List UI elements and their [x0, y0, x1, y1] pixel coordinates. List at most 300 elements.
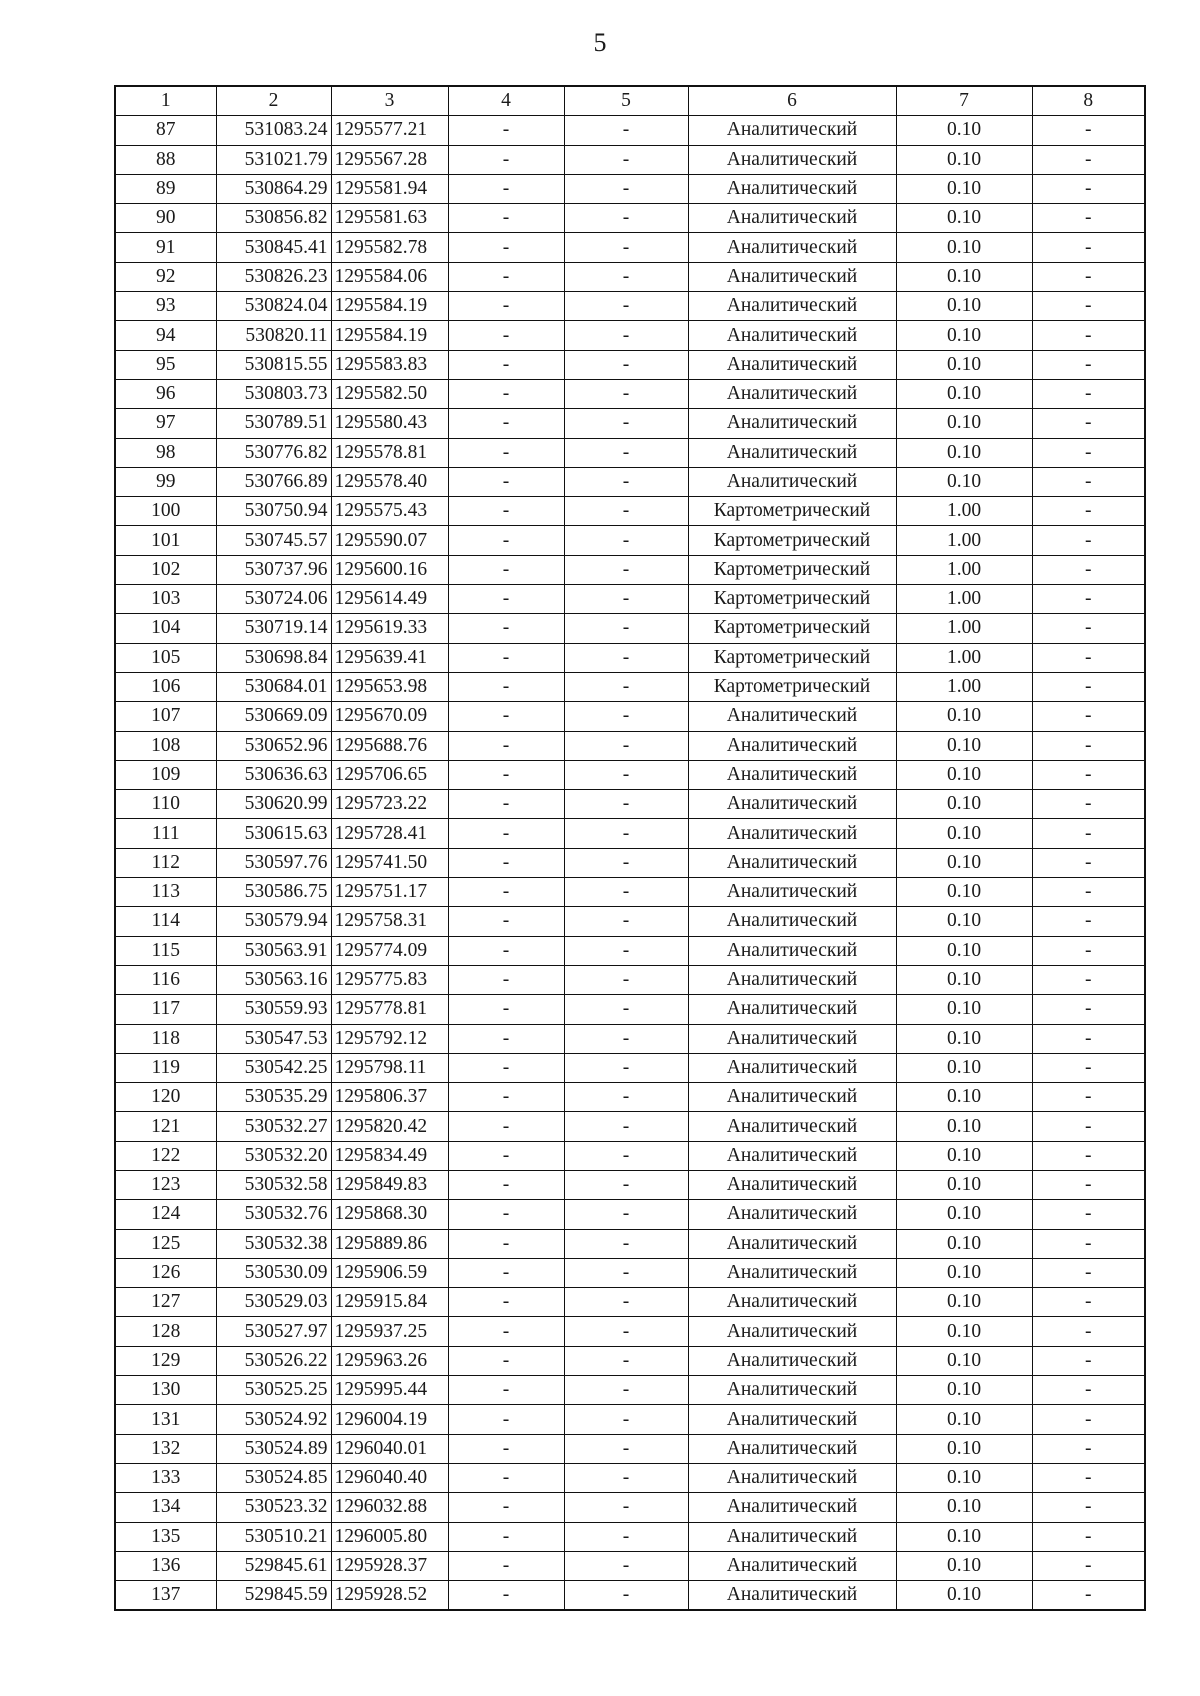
table-row: [115, 643, 1145, 672]
col5-cell: -: [564, 379, 688, 408]
precision-cell: 0.10: [896, 1551, 1032, 1580]
col8-cell: -: [1032, 292, 1145, 321]
column-header-4: 4: [448, 86, 564, 116]
method-cell: Аналитический: [688, 731, 896, 760]
y-coordinate-cell: 1295868.30: [331, 1200, 448, 1229]
precision-cell: 0.10: [896, 116, 1032, 145]
y-coordinate-cell: 1295928.52: [331, 1581, 448, 1611]
point-number-cell: 111: [115, 819, 216, 848]
table-row: [115, 204, 1145, 233]
y-coordinate-cell: 1295583.83: [331, 350, 448, 379]
col8-cell: -: [1032, 555, 1145, 584]
point-number-cell: 126: [115, 1258, 216, 1287]
method-cell: Аналитический: [688, 145, 896, 174]
coordinates-table: [114, 85, 1146, 1611]
x-coordinate-cell: 530532.38: [216, 1229, 331, 1258]
method-cell: Аналитический: [688, 1581, 896, 1611]
col4-cell: -: [448, 233, 564, 262]
method-cell: Аналитический: [688, 1112, 896, 1141]
method-cell: Аналитический: [688, 1053, 896, 1082]
col5-cell: -: [564, 555, 688, 584]
point-number-cell: 118: [115, 1024, 216, 1053]
x-coordinate-cell: 530684.01: [216, 672, 331, 701]
col5-cell: -: [564, 585, 688, 614]
col8-cell: -: [1032, 262, 1145, 291]
x-coordinate-cell: 530789.51: [216, 409, 331, 438]
col5-cell: -: [564, 1434, 688, 1463]
precision-cell: 0.10: [896, 907, 1032, 936]
precision-cell: 0.10: [896, 1229, 1032, 1258]
y-coordinate-cell: 1295798.11: [331, 1053, 448, 1082]
col5-cell: -: [564, 1581, 688, 1611]
col4-cell: -: [448, 1405, 564, 1434]
precision-cell: 0.10: [896, 467, 1032, 496]
x-coordinate-cell: 530620.99: [216, 790, 331, 819]
x-coordinate-cell: 530824.04: [216, 292, 331, 321]
y-coordinate-cell: 1295778.81: [331, 995, 448, 1024]
col5-cell: -: [564, 350, 688, 379]
point-number-cell: 119: [115, 1053, 216, 1082]
x-coordinate-cell: 530532.76: [216, 1200, 331, 1229]
precision-cell: 0.10: [896, 1522, 1032, 1551]
x-coordinate-cell: 530526.22: [216, 1346, 331, 1375]
col4-cell: -: [448, 1141, 564, 1170]
col8-cell: -: [1032, 1581, 1145, 1611]
method-cell: Картометрический: [688, 585, 896, 614]
precision-cell: 0.10: [896, 379, 1032, 408]
x-coordinate-cell: 530776.82: [216, 438, 331, 467]
method-cell: Аналитический: [688, 1346, 896, 1375]
col5-cell: -: [564, 790, 688, 819]
point-number-cell: 125: [115, 1229, 216, 1258]
col8-cell: -: [1032, 585, 1145, 614]
precision-cell: 1.00: [896, 672, 1032, 701]
method-cell: Аналитический: [688, 467, 896, 496]
point-number-cell: 94: [115, 321, 216, 350]
table-row: [115, 1405, 1145, 1434]
x-coordinate-cell: 530636.63: [216, 760, 331, 789]
col5-cell: -: [564, 1405, 688, 1434]
precision-cell: 0.10: [896, 731, 1032, 760]
x-coordinate-cell: 530532.20: [216, 1141, 331, 1170]
precision-cell: 0.10: [896, 1141, 1032, 1170]
table-row: [115, 848, 1145, 877]
col4-cell: -: [448, 702, 564, 731]
y-coordinate-cell: 1295614.49: [331, 585, 448, 614]
point-number-cell: 109: [115, 760, 216, 789]
method-cell: Аналитический: [688, 1288, 896, 1317]
y-coordinate-cell: 1295915.84: [331, 1288, 448, 1317]
col8-cell: -: [1032, 819, 1145, 848]
col4-cell: -: [448, 965, 564, 994]
col4-cell: -: [448, 262, 564, 291]
x-coordinate-cell: 530524.92: [216, 1405, 331, 1434]
precision-cell: 0.10: [896, 1493, 1032, 1522]
method-cell: Аналитический: [688, 936, 896, 965]
table-row: [115, 731, 1145, 760]
col5-cell: -: [564, 409, 688, 438]
table-body: [115, 116, 1145, 1611]
point-number-cell: 127: [115, 1288, 216, 1317]
method-cell: Аналитический: [688, 438, 896, 467]
col4-cell: -: [448, 848, 564, 877]
col4-cell: -: [448, 819, 564, 848]
col8-cell: -: [1032, 1200, 1145, 1229]
col5-cell: -: [564, 438, 688, 467]
x-coordinate-cell: 530856.82: [216, 204, 331, 233]
method-cell: Аналитический: [688, 1083, 896, 1112]
point-number-cell: 96: [115, 379, 216, 408]
method-cell: Аналитический: [688, 1463, 896, 1492]
col8-cell: -: [1032, 702, 1145, 731]
table-row: [115, 936, 1145, 965]
y-coordinate-cell: 1295906.59: [331, 1258, 448, 1287]
col4-cell: -: [448, 1522, 564, 1551]
col5-cell: -: [564, 848, 688, 877]
method-cell: Аналитический: [688, 790, 896, 819]
point-number-cell: 132: [115, 1434, 216, 1463]
x-coordinate-cell: 530864.29: [216, 174, 331, 203]
col5-cell: -: [564, 760, 688, 789]
col5-cell: -: [564, 262, 688, 291]
col4-cell: -: [448, 292, 564, 321]
col4-cell: -: [448, 145, 564, 174]
method-cell: Аналитический: [688, 1024, 896, 1053]
table-header-row: [115, 86, 1145, 116]
point-number-cell: 97: [115, 409, 216, 438]
method-cell: Аналитический: [688, 292, 896, 321]
x-coordinate-cell: 530669.09: [216, 702, 331, 731]
point-number-cell: 115: [115, 936, 216, 965]
method-cell: Картометрический: [688, 672, 896, 701]
col4-cell: -: [448, 409, 564, 438]
precision-cell: 0.10: [896, 936, 1032, 965]
column-header-2: 2: [216, 86, 331, 116]
x-coordinate-cell: 530523.32: [216, 1493, 331, 1522]
table-row: [115, 350, 1145, 379]
table-row: [115, 1170, 1145, 1199]
y-coordinate-cell: 1295820.42: [331, 1112, 448, 1141]
x-coordinate-cell: 529845.59: [216, 1581, 331, 1611]
y-coordinate-cell: 1295741.50: [331, 848, 448, 877]
y-coordinate-cell: 1295580.43: [331, 409, 448, 438]
col8-cell: -: [1032, 643, 1145, 672]
col4-cell: -: [448, 526, 564, 555]
method-cell: Аналитический: [688, 760, 896, 789]
col5-cell: -: [564, 731, 688, 760]
col8-cell: -: [1032, 350, 1145, 379]
col4-cell: -: [448, 555, 564, 584]
method-cell: Аналитический: [688, 1551, 896, 1580]
y-coordinate-cell: 1295577.21: [331, 116, 448, 145]
col4-cell: -: [448, 643, 564, 672]
method-cell: Аналитический: [688, 204, 896, 233]
x-coordinate-cell: 530750.94: [216, 497, 331, 526]
precision-cell: 1.00: [896, 585, 1032, 614]
col8-cell: -: [1032, 1141, 1145, 1170]
y-coordinate-cell: 1295600.16: [331, 555, 448, 584]
col4-cell: -: [448, 1024, 564, 1053]
table-row: [115, 672, 1145, 701]
precision-cell: 0.10: [896, 204, 1032, 233]
point-number-cell: 101: [115, 526, 216, 555]
method-cell: Аналитический: [688, 702, 896, 731]
col4-cell: -: [448, 204, 564, 233]
precision-cell: 0.10: [896, 702, 1032, 731]
table-row: [115, 1346, 1145, 1375]
precision-cell: 1.00: [896, 614, 1032, 643]
x-coordinate-cell: 531021.79: [216, 145, 331, 174]
precision-cell: 0.10: [896, 1434, 1032, 1463]
point-number-cell: 104: [115, 614, 216, 643]
precision-cell: 0.10: [896, 1258, 1032, 1287]
column-header-3: 3: [331, 86, 448, 116]
x-coordinate-cell: 530542.25: [216, 1053, 331, 1082]
y-coordinate-cell: 1295567.28: [331, 145, 448, 174]
table-row: [115, 1288, 1145, 1317]
point-number-cell: 120: [115, 1083, 216, 1112]
method-cell: Картометрический: [688, 643, 896, 672]
point-number-cell: 89: [115, 174, 216, 203]
col4-cell: -: [448, 672, 564, 701]
col4-cell: -: [448, 1463, 564, 1492]
method-cell: Аналитический: [688, 1317, 896, 1346]
table-row: [115, 907, 1145, 936]
y-coordinate-cell: 1295581.63: [331, 204, 448, 233]
point-number-cell: 102: [115, 555, 216, 584]
method-cell: Аналитический: [688, 174, 896, 203]
col5-cell: -: [564, 1258, 688, 1287]
col4-cell: -: [448, 438, 564, 467]
col5-cell: -: [564, 1288, 688, 1317]
col4-cell: -: [448, 907, 564, 936]
col8-cell: -: [1032, 1405, 1145, 1434]
col4-cell: -: [448, 1376, 564, 1405]
point-number-cell: 135: [115, 1522, 216, 1551]
col8-cell: -: [1032, 1053, 1145, 1082]
col8-cell: -: [1032, 1024, 1145, 1053]
col8-cell: -: [1032, 1522, 1145, 1551]
precision-cell: 0.10: [896, 1053, 1032, 1082]
x-coordinate-cell: 530652.96: [216, 731, 331, 760]
point-number-cell: 87: [115, 116, 216, 145]
point-number-cell: 130: [115, 1376, 216, 1405]
table-row: [115, 379, 1145, 408]
x-coordinate-cell: 530615.63: [216, 819, 331, 848]
table-row: [115, 878, 1145, 907]
y-coordinate-cell: 1296040.40: [331, 1463, 448, 1492]
col8-cell: -: [1032, 1170, 1145, 1199]
x-coordinate-cell: 530527.97: [216, 1317, 331, 1346]
y-coordinate-cell: 1295963.26: [331, 1346, 448, 1375]
col5-cell: -: [564, 614, 688, 643]
y-coordinate-cell: 1295688.76: [331, 731, 448, 760]
method-cell: Картометрический: [688, 555, 896, 584]
precision-cell: 0.10: [896, 145, 1032, 174]
point-number-cell: 137: [115, 1581, 216, 1611]
col5-cell: -: [564, 1200, 688, 1229]
col5-cell: -: [564, 643, 688, 672]
point-number-cell: 107: [115, 702, 216, 731]
point-number-cell: 124: [115, 1200, 216, 1229]
x-coordinate-cell: 530586.75: [216, 878, 331, 907]
col5-cell: -: [564, 1551, 688, 1580]
table-row: [115, 526, 1145, 555]
col5-cell: -: [564, 1229, 688, 1258]
precision-cell: 1.00: [896, 526, 1032, 555]
precision-cell: 0.10: [896, 1288, 1032, 1317]
x-coordinate-cell: 530547.53: [216, 1024, 331, 1053]
col8-cell: -: [1032, 1288, 1145, 1317]
method-cell: Аналитический: [688, 819, 896, 848]
precision-cell: 0.10: [896, 1112, 1032, 1141]
col5-cell: -: [564, 1112, 688, 1141]
col5-cell: -: [564, 204, 688, 233]
col4-cell: -: [448, 995, 564, 1024]
precision-cell: 0.10: [896, 409, 1032, 438]
col4-cell: -: [448, 878, 564, 907]
col4-cell: -: [448, 467, 564, 496]
point-number-cell: 90: [115, 204, 216, 233]
point-number-cell: 103: [115, 585, 216, 614]
point-number-cell: 122: [115, 1141, 216, 1170]
method-cell: Картометрический: [688, 497, 896, 526]
x-coordinate-cell: 530820.11: [216, 321, 331, 350]
col5-cell: -: [564, 965, 688, 994]
col4-cell: -: [448, 1083, 564, 1112]
col5-cell: -: [564, 1376, 688, 1405]
x-coordinate-cell: 530719.14: [216, 614, 331, 643]
x-coordinate-cell: 530524.89: [216, 1434, 331, 1463]
table-row: [115, 1434, 1145, 1463]
col4-cell: -: [448, 174, 564, 203]
col8-cell: -: [1032, 526, 1145, 555]
col4-cell: -: [448, 379, 564, 408]
table-row: [115, 1024, 1145, 1053]
table-row: [115, 497, 1145, 526]
method-cell: Аналитический: [688, 233, 896, 262]
x-coordinate-cell: 530724.06: [216, 585, 331, 614]
method-cell: Аналитический: [688, 262, 896, 291]
col5-cell: -: [564, 467, 688, 496]
method-cell: Аналитический: [688, 1141, 896, 1170]
precision-cell: 0.10: [896, 292, 1032, 321]
method-cell: Аналитический: [688, 1493, 896, 1522]
table-row: [115, 116, 1145, 145]
table-row: [115, 1112, 1145, 1141]
page-number: 5: [593, 28, 607, 57]
col5-cell: -: [564, 1141, 688, 1170]
point-number-cell: 114: [115, 907, 216, 936]
x-coordinate-cell: 530826.23: [216, 262, 331, 291]
col8-cell: -: [1032, 409, 1145, 438]
col8-cell: -: [1032, 497, 1145, 526]
table-row: [115, 1141, 1145, 1170]
col4-cell: -: [448, 1434, 564, 1463]
col8-cell: -: [1032, 848, 1145, 877]
point-number-cell: 88: [115, 145, 216, 174]
table-row: [115, 1229, 1145, 1258]
x-coordinate-cell: 530563.91: [216, 936, 331, 965]
precision-cell: 0.10: [896, 1200, 1032, 1229]
col4-cell: -: [448, 1346, 564, 1375]
y-coordinate-cell: 1295728.41: [331, 819, 448, 848]
col5-cell: -: [564, 145, 688, 174]
col8-cell: -: [1032, 878, 1145, 907]
col8-cell: -: [1032, 907, 1145, 936]
table-row: [115, 1581, 1145, 1611]
column-header-1: 1: [115, 86, 216, 116]
col4-cell: -: [448, 1258, 564, 1287]
point-number-cell: 123: [115, 1170, 216, 1199]
col5-cell: -: [564, 1463, 688, 1492]
table-row: [115, 1200, 1145, 1229]
precision-cell: 0.10: [896, 1170, 1032, 1199]
precision-cell: 0.10: [896, 1346, 1032, 1375]
method-cell: Аналитический: [688, 995, 896, 1024]
col5-cell: -: [564, 907, 688, 936]
x-coordinate-cell: 530803.73: [216, 379, 331, 408]
col8-cell: -: [1032, 438, 1145, 467]
y-coordinate-cell: 1296005.80: [331, 1522, 448, 1551]
col5-cell: -: [564, 321, 688, 350]
table-row: [115, 995, 1145, 1024]
col8-cell: -: [1032, 731, 1145, 760]
precision-cell: 0.10: [896, 233, 1032, 262]
col8-cell: -: [1032, 1551, 1145, 1580]
x-coordinate-cell: 530579.94: [216, 907, 331, 936]
col4-cell: -: [448, 1229, 564, 1258]
y-coordinate-cell: 1296032.88: [331, 1493, 448, 1522]
y-coordinate-cell: 1295619.33: [331, 614, 448, 643]
x-coordinate-cell: 530532.58: [216, 1170, 331, 1199]
col8-cell: -: [1032, 1463, 1145, 1492]
precision-cell: 0.10: [896, 965, 1032, 994]
table-row: [115, 965, 1145, 994]
column-header-6: 6: [688, 86, 896, 116]
col5-cell: -: [564, 233, 688, 262]
precision-cell: 0.10: [896, 819, 1032, 848]
precision-cell: 0.10: [896, 878, 1032, 907]
col4-cell: -: [448, 1493, 564, 1522]
col8-cell: -: [1032, 760, 1145, 789]
precision-cell: 0.10: [896, 1405, 1032, 1434]
y-coordinate-cell: 1295928.37: [331, 1551, 448, 1580]
table-row: [115, 1258, 1145, 1287]
col5-cell: -: [564, 819, 688, 848]
col5-cell: -: [564, 1170, 688, 1199]
col5-cell: -: [564, 1346, 688, 1375]
method-cell: Аналитический: [688, 1405, 896, 1434]
point-number-cell: 129: [115, 1346, 216, 1375]
table-row: [115, 702, 1145, 731]
table-row: [115, 145, 1145, 174]
table-row: [115, 262, 1145, 291]
y-coordinate-cell: 1295584.19: [331, 292, 448, 321]
y-coordinate-cell: 1295582.78: [331, 233, 448, 262]
x-coordinate-cell: 530597.76: [216, 848, 331, 877]
col5-cell: -: [564, 526, 688, 555]
method-cell: Аналитический: [688, 409, 896, 438]
table-row: [115, 1493, 1145, 1522]
y-coordinate-cell: 1295578.40: [331, 467, 448, 496]
point-number-cell: 108: [115, 731, 216, 760]
method-cell: Аналитический: [688, 321, 896, 350]
point-number-cell: 92: [115, 262, 216, 291]
method-cell: Аналитический: [688, 1170, 896, 1199]
method-cell: Аналитический: [688, 1434, 896, 1463]
x-coordinate-cell: 530559.93: [216, 995, 331, 1024]
